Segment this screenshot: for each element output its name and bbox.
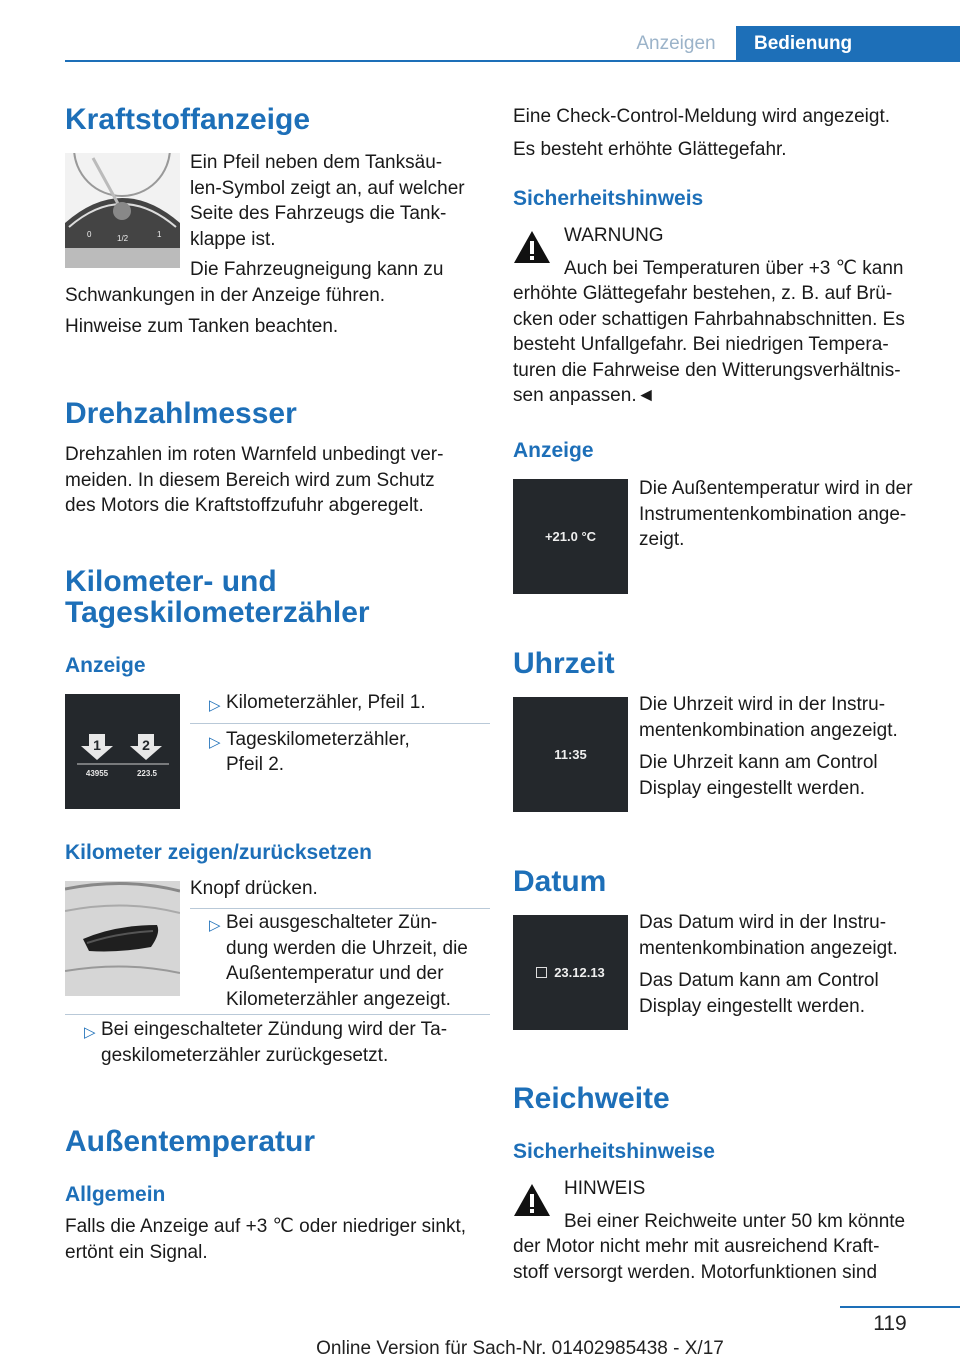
odometer-display-image bbox=[65, 694, 180, 809]
subheading-sicherheitshinweise: Sicherheitshinweise bbox=[513, 1140, 715, 1163]
subheading-allgemein: Allgemein bbox=[65, 1183, 166, 1206]
warning-label: WARNUNG bbox=[564, 225, 664, 246]
heading-kraftstoffanzeige: Kraftstoffanzeige bbox=[65, 103, 311, 136]
intro-line-2: Es besteht erhöhte Glättegefahr. bbox=[513, 139, 787, 160]
fuel-gauge-image bbox=[65, 153, 180, 268]
km-list bbox=[190, 690, 490, 778]
heading-aussentemperatur: Außentemperatur bbox=[65, 1125, 316, 1158]
gauge-label-1: 1 bbox=[157, 230, 162, 239]
list-item: ▷ Tageskilometerzähler, Pfeil 2. bbox=[190, 723, 490, 778]
warning-triangle-icon bbox=[513, 230, 551, 269]
gauge-label-half: 1/2 bbox=[117, 234, 129, 243]
odometer-arrow-1-label: 1 bbox=[93, 737, 101, 753]
header-rule bbox=[65, 60, 960, 62]
intro-line-1: Eine Check-Control-Meldung wird angezeigt. bbox=[513, 106, 891, 127]
fuel-paragraph-3: Hinweise zum Tanken beachten. bbox=[65, 316, 339, 337]
heading-drehzahlmesser: Drehzahlmesser bbox=[65, 397, 297, 430]
date-display-image bbox=[513, 915, 628, 1030]
calendar-icon bbox=[536, 967, 547, 978]
footer-text: Online Version für Sach-Nr. 01402985438 - X/17 bbox=[316, 1338, 724, 1359]
header-tab-anzeigen[interactable]: Anzeigen bbox=[636, 33, 716, 54]
warning-triangle-icon bbox=[513, 1183, 551, 1222]
datum-paragraph-1: Das Datum wird in der Instru- mentenkombination angezeigt. bbox=[639, 912, 898, 959]
rpm-paragraph: Drehzahlen im roten Warnfeld unbedingt ver- meiden. In diesem Bereich wird zum Schutz des Motors die Kraftstoffzufuhr abgeregelt. bbox=[65, 444, 444, 517]
temp-paragraph: Falls die Anzeige auf +3 ℃ oder niedriger sinkt, ertönt ein Signal. bbox=[65, 1216, 467, 1263]
warning-line-1: Auch bei Temperaturen über +3 ℃ kann bbox=[564, 258, 904, 279]
fuel-paragraph-1: Ein Pfeil neben dem Tanksäu- len-Symbol zeigt an, auf welcher Seite des Fahrzeugs die Tank- klappe ist. bbox=[190, 152, 465, 250]
heading-reichweite: Reichweite bbox=[513, 1082, 670, 1115]
temperature-display-value: +21.0 °C bbox=[544, 529, 597, 544]
reset-button-image bbox=[65, 881, 180, 996]
anzeige-paragraph: Die Außentemperatur wird in der Instrumentenkombination ange- zeigt. bbox=[639, 478, 913, 551]
fuel-paragraph-2-line2: Schwankungen in der Anzeige führen. bbox=[65, 285, 386, 306]
odometer-arrow-2-label: 2 bbox=[142, 737, 150, 753]
heading-uhrzeit: Uhrzeit bbox=[513, 647, 615, 680]
odometer-trip: 223.5 bbox=[136, 769, 158, 778]
hinweis-paragraph: der Motor nicht mehr mit ausreichend Kraft- stoff versorgt werden. Motorfunktionen sind bbox=[513, 1236, 880, 1283]
hinweis-line-1: Bei einer Reichweite unter 50 km könnte bbox=[564, 1211, 906, 1232]
reset-list-2 bbox=[65, 1014, 490, 1068]
heading-datum: Datum bbox=[513, 865, 607, 898]
header-tab-bedienung[interactable]: Bedienung bbox=[736, 26, 960, 62]
warning-paragraph: erhöhte Glättegefahr bestehen, z. B. auf Brü- cken oder schattigen Fahrbahnabschnitten. Es besteht Unfallgefahr. Bei niedrigen Tempera- turen die Fahrweise den Witterungsverhältnis- sen anpassen.◄ bbox=[513, 283, 905, 407]
subheading-sicherheitshinweis: Sicherheitshinweis bbox=[513, 187, 704, 210]
clock-display-image bbox=[513, 697, 628, 812]
list-item: ▷ Bei eingeschalteter Zündung wird der Ta- geskilometerzähler zurückgesetzt. bbox=[65, 1014, 490, 1068]
temperature-display-image bbox=[513, 479, 628, 594]
clock-display-value: 11:35 bbox=[554, 747, 587, 762]
uhrzeit-paragraph-2: Die Uhrzeit kann am Control Display eingestellt werden. bbox=[639, 752, 878, 799]
subheading-anzeige-left: Anzeige bbox=[65, 654, 146, 677]
footer-rule bbox=[840, 1306, 960, 1308]
date-display-value: 23.12.13 bbox=[554, 965, 605, 980]
list-item: ▷ Kilometerzähler, Pfeil 1. bbox=[209, 692, 426, 714]
odometer-total: 43955 bbox=[85, 769, 109, 778]
page-number: 119 bbox=[873, 1312, 907, 1335]
heading-kilometer: Kilometer- und Tageskilometerzähler bbox=[65, 565, 370, 629]
reset-paragraph: Knopf drücken. bbox=[190, 878, 318, 899]
uhrzeit-paragraph-1: Die Uhrzeit wird in der Instru- mentenkombination angezeigt. bbox=[639, 694, 898, 741]
gauge-label-0: 0 bbox=[87, 230, 92, 239]
datum-paragraph-2: Das Datum kann am Control Display eingestellt werden. bbox=[639, 970, 879, 1017]
subheading-anzeige-right: Anzeige bbox=[513, 439, 594, 462]
hinweis-label: HINWEIS bbox=[564, 1178, 646, 1199]
fuel-paragraph-2-line1: Die Fahrzeugneigung kann zu bbox=[190, 259, 444, 280]
reset-list-1 bbox=[190, 908, 490, 1012]
subheading-kilometer-reset: Kilometer zeigen/zurücksetzen bbox=[65, 841, 372, 864]
list-item: ▷ Bei ausgeschalteter Zün- dung werden die Uhrzeit, die Außentemperatur und der Kilometerzähler angezeigt. bbox=[190, 908, 490, 1012]
